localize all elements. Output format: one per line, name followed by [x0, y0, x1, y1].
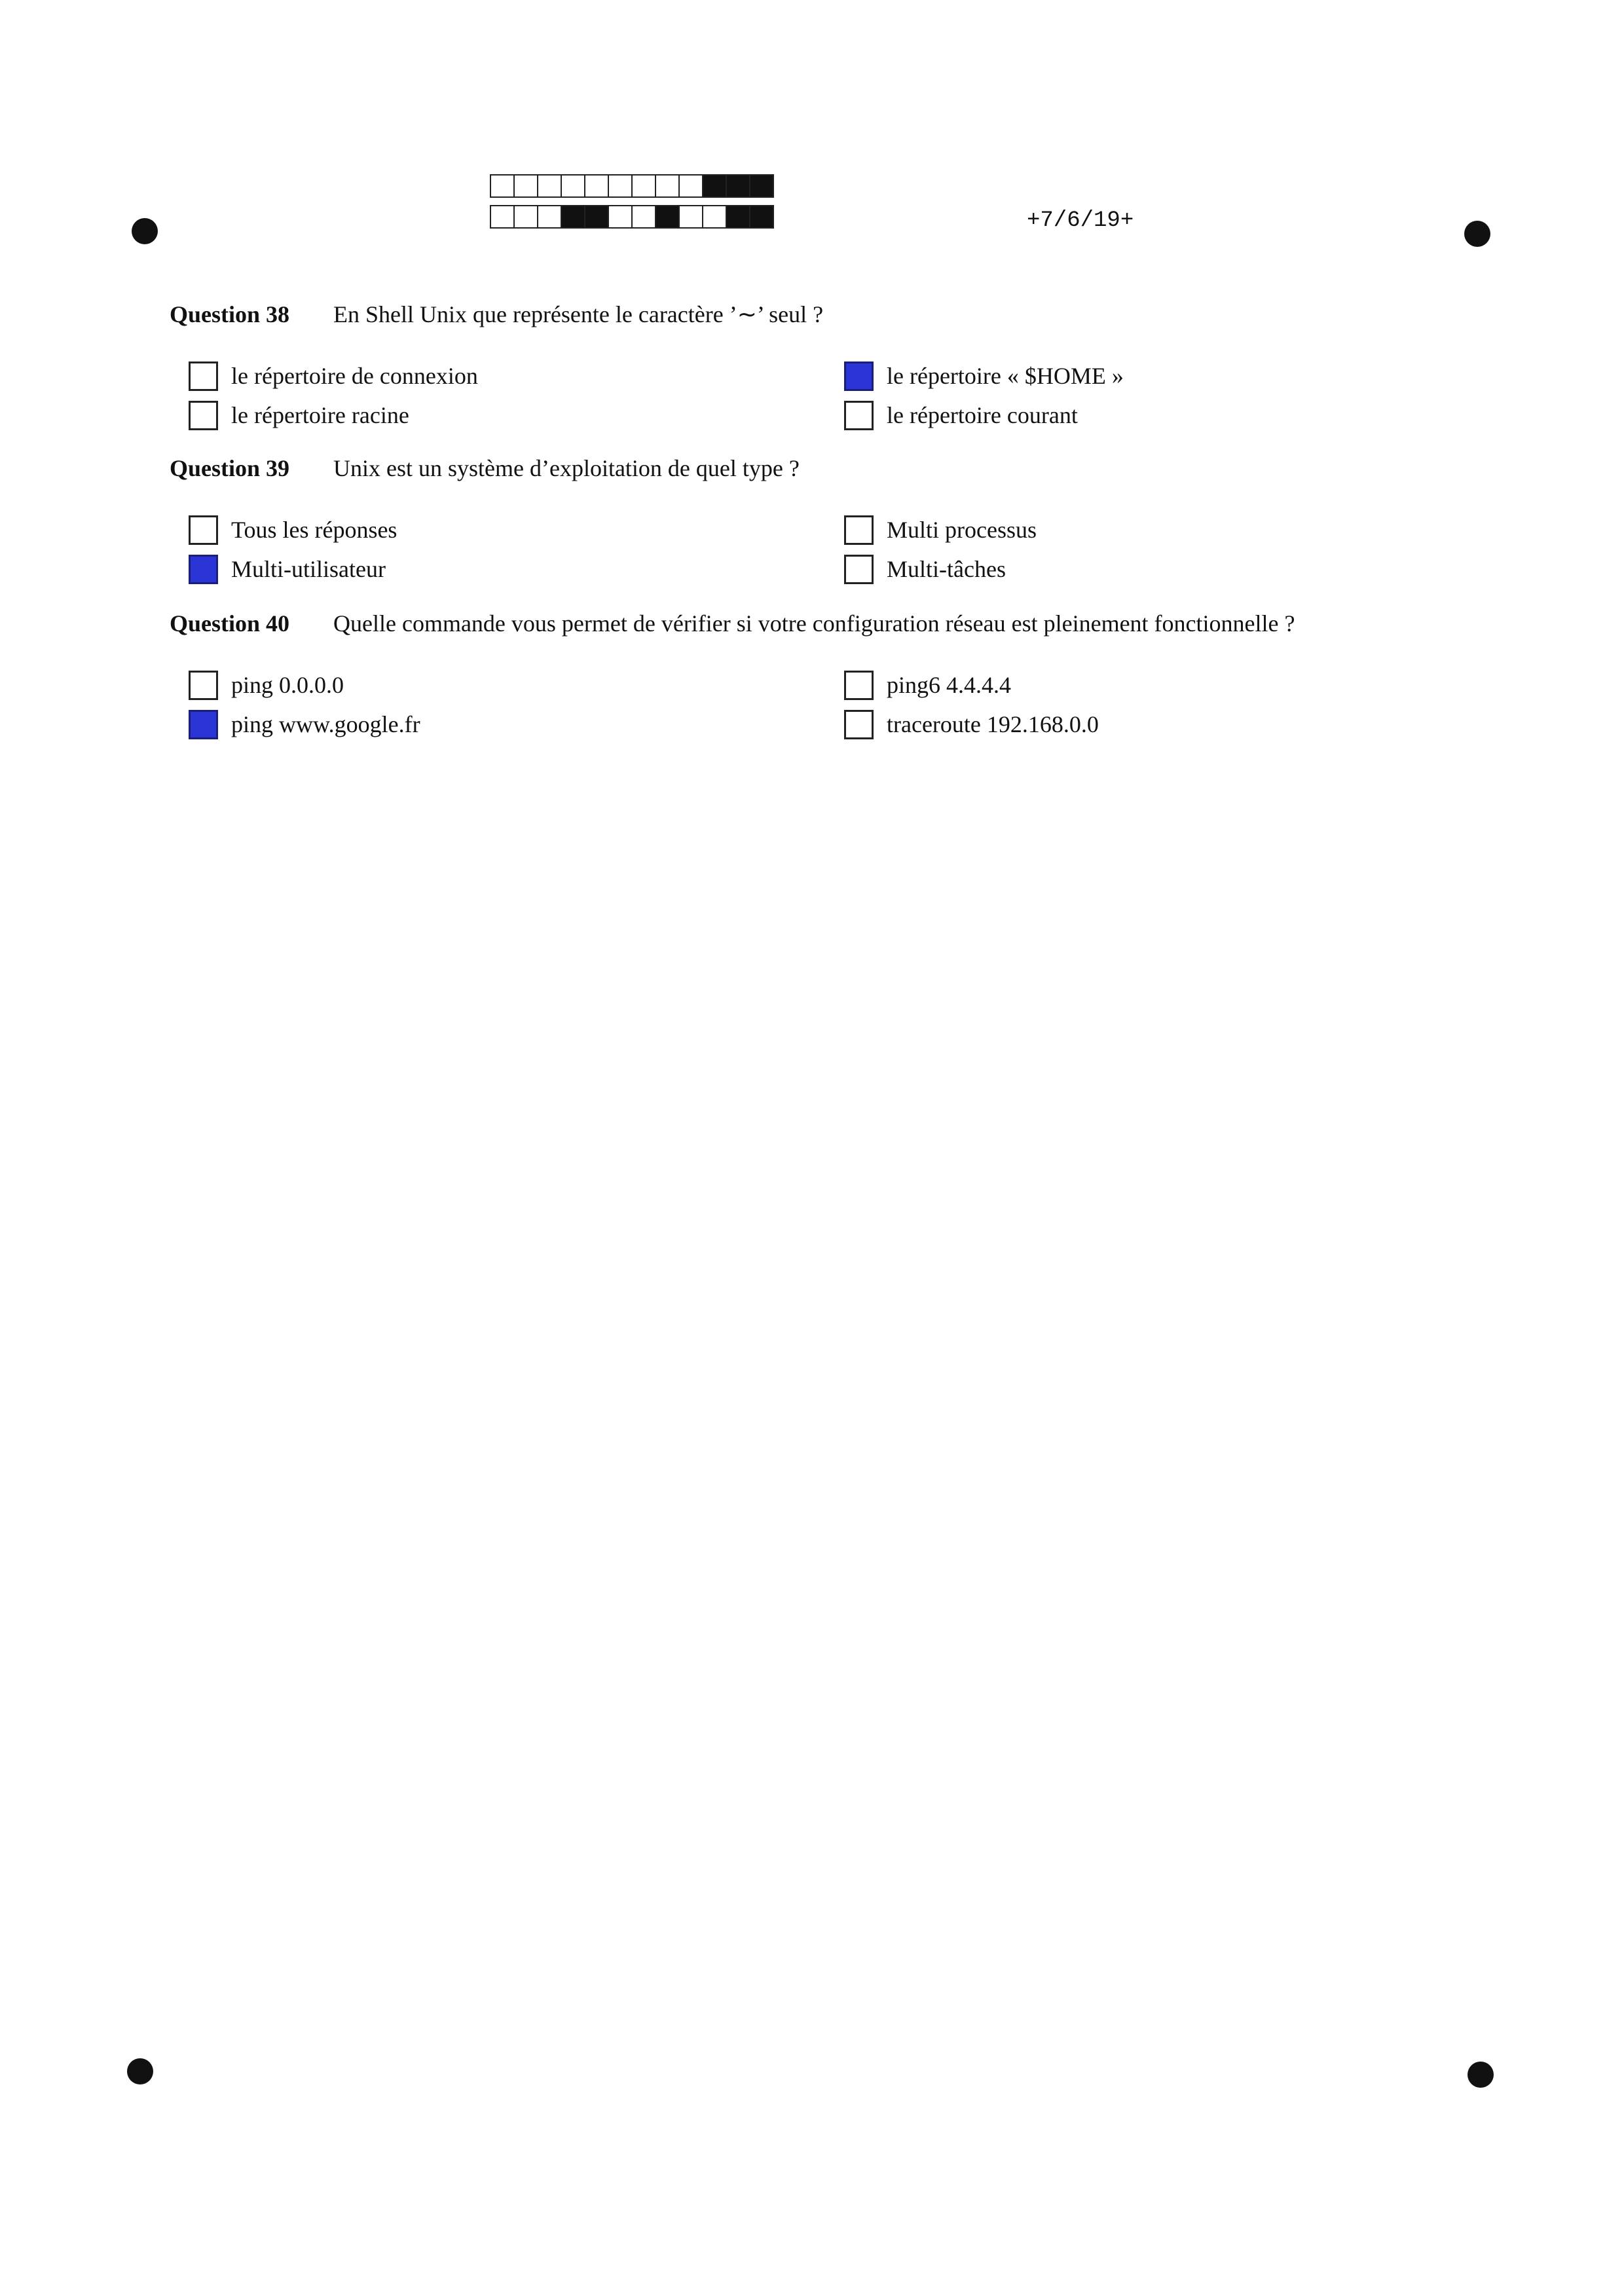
answer-label: Multi-tâches — [887, 556, 1006, 582]
answer-option — [844, 665, 1433, 705]
barcode-cell — [513, 205, 538, 229]
answer-label: le répertoire racine — [231, 402, 409, 428]
question-39 — [170, 455, 1433, 589]
answer-checkbox[interactable] — [189, 401, 218, 430]
answer-label: le répertoire de connexion — [231, 363, 478, 389]
question-text: En Shell Unix que représente le caractère ’∼’ seul ? — [333, 301, 824, 327]
registration-mark-bottom-left — [127, 2058, 153, 2084]
question-number: Question 39 — [170, 455, 290, 481]
question-title — [170, 610, 1433, 637]
barcode-cell — [726, 174, 750, 198]
answer-option — [844, 356, 1433, 396]
answer-option — [844, 510, 1433, 549]
barcode-cell — [490, 205, 515, 229]
registration-mark-bottom-right — [1467, 2062, 1494, 2088]
barcode-cell — [702, 205, 727, 229]
registration-mark-top-right — [1464, 221, 1490, 247]
answer-option — [189, 665, 844, 705]
barcode-cell — [561, 205, 585, 229]
barcode-cell — [631, 205, 656, 229]
answer-option — [189, 396, 844, 435]
answer-option — [844, 549, 1433, 589]
answer-options — [170, 510, 1433, 589]
barcode-cell — [608, 205, 633, 229]
answer-option — [189, 549, 844, 589]
barcode-cell — [749, 174, 774, 198]
answer-checkbox[interactable] — [844, 710, 874, 739]
question-title — [170, 301, 1433, 327]
answer-option — [189, 356, 844, 396]
barcode-cell — [490, 174, 515, 198]
answer-label: ping www.google.fr — [231, 711, 420, 737]
barcode-cell — [749, 205, 774, 229]
answer-option — [844, 396, 1433, 435]
question-number: Question 40 — [170, 610, 290, 637]
barcode-cell — [631, 174, 656, 198]
answer-label: le répertoire « $HOME » — [887, 363, 1124, 389]
answer-checkbox[interactable] — [189, 555, 218, 584]
answer-label: ping 0.0.0.0 — [231, 672, 344, 698]
question-title — [170, 455, 1433, 481]
barcode-cell — [537, 174, 562, 198]
answer-checkbox[interactable] — [189, 710, 218, 739]
answer-label: traceroute 192.168.0.0 — [887, 711, 1099, 737]
answer-label: Multi processus — [887, 517, 1037, 543]
barcode-cell — [655, 174, 680, 198]
question-text: Unix est un système d’exploitation de quel type ? — [333, 455, 800, 481]
answer-checkbox[interactable] — [189, 361, 218, 391]
barcode-cell — [537, 205, 562, 229]
answer-checkbox[interactable] — [189, 671, 218, 700]
answer-checkbox[interactable] — [844, 555, 874, 584]
answer-checkbox[interactable] — [189, 515, 218, 545]
registration-mark-top-left — [132, 218, 158, 244]
answer-label: ping6 4.4.4.4 — [887, 672, 1012, 698]
barcode-cell — [702, 174, 727, 198]
answer-label: Multi-utilisateur — [231, 556, 386, 582]
page-code: +7/6/19+ — [1027, 208, 1134, 233]
barcode-row — [490, 205, 774, 229]
question-number: Question 38 — [170, 301, 290, 327]
answer-options — [170, 665, 1433, 744]
barcode-cell — [678, 174, 703, 198]
barcode-cell — [655, 205, 680, 229]
answer-options — [170, 356, 1433, 435]
answer-option — [189, 510, 844, 549]
barcode-row — [490, 174, 774, 198]
barcode-cell — [608, 174, 633, 198]
answer-label: Tous les réponses — [231, 517, 397, 543]
answer-label: le répertoire courant — [887, 402, 1078, 428]
barcode-cell — [513, 174, 538, 198]
answer-checkbox[interactable] — [844, 515, 874, 545]
question-38 — [170, 301, 1433, 435]
binary-code-boxes — [490, 174, 774, 236]
barcode-cell — [584, 205, 609, 229]
barcode-cell — [584, 174, 609, 198]
answer-checkbox[interactable] — [844, 361, 874, 391]
answer-option — [844, 705, 1433, 744]
answer-option — [189, 705, 844, 744]
question-text: Quelle commande vous permet de vérifier si votre configuration réseau est pleinement fonctionnelle ? — [333, 610, 1295, 637]
barcode-cell — [726, 205, 750, 229]
question-40 — [170, 610, 1433, 744]
answer-checkbox[interactable] — [844, 401, 874, 430]
answer-checkbox[interactable] — [844, 671, 874, 700]
barcode-cell — [561, 174, 585, 198]
barcode-cell — [678, 205, 703, 229]
